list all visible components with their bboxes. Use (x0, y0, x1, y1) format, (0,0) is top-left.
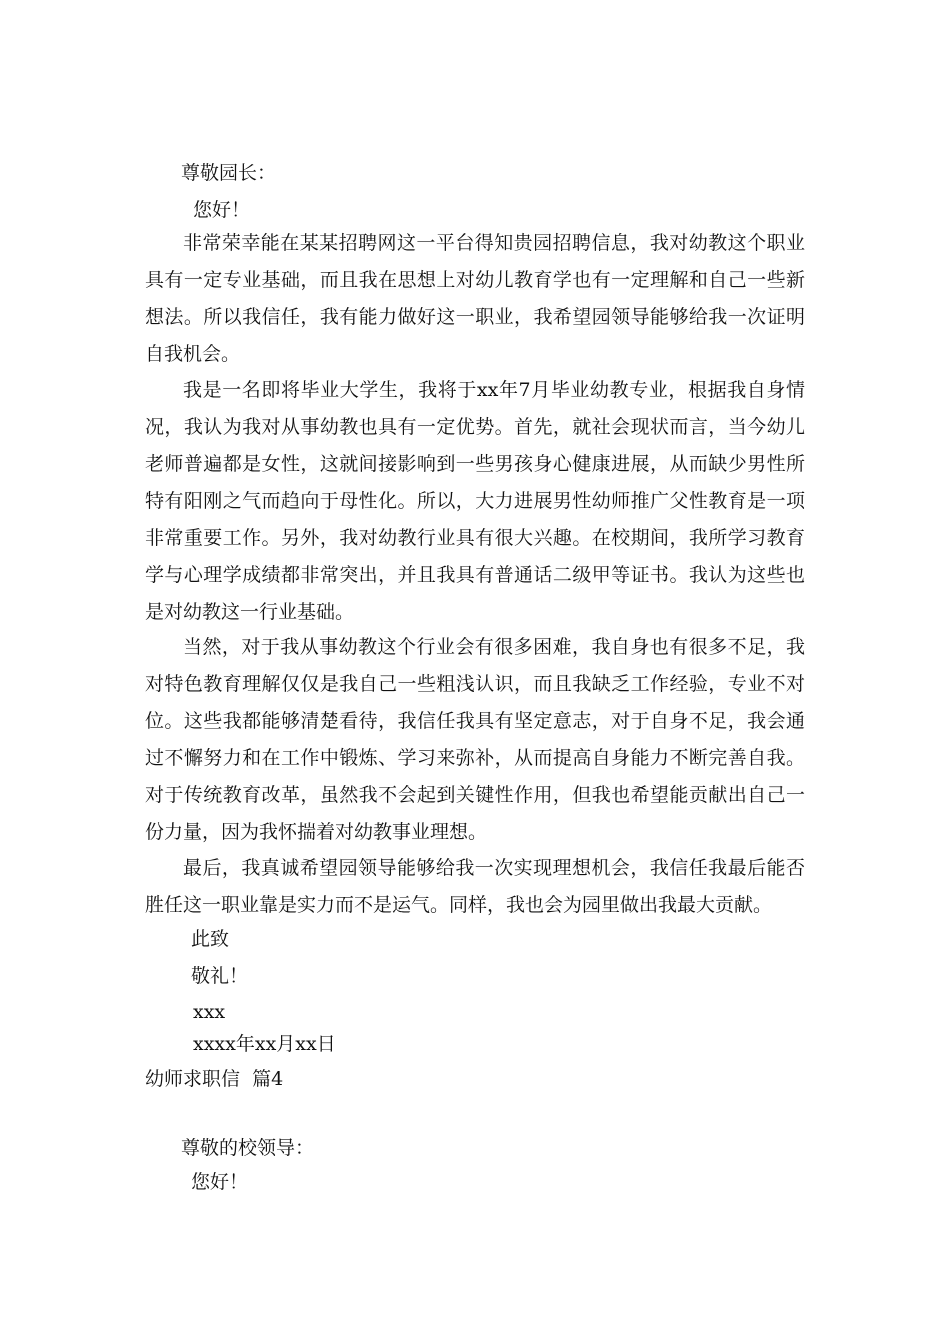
letter1-signature: xxx (193, 1001, 226, 1023)
letter1-paragraph-4: 最后，我真诚希望园领导能够给我一次实现理想机会，我信任我最后能否胜任这一职业靠是实力而不是运气。同样，我也会为园里做出我最大贡献。 (145, 857, 805, 916)
letter1-paragraph-3: 当然，对于我从事幼教这个行业会有很多困难，我自身也有很多不足，我对特色教育理解仅仅是我自己一些粗浅认识，而且我缺乏工作经验，专业不对位。这些我都能够清楚看待，我信任我具有坚定意志，对于自身不足，我会通过不懈努力和在工作中锻炼、学习来弥补，从而提高自身能力不断完善自我。对于传统教育改革，虽然我不会起到关键性作用，但我也希望能贡献出自己一份力量，因为我怀揣着对幼教事业理想。 (145, 636, 805, 843)
letter1-greeting: 您好！ (193, 199, 251, 221)
letter1-salutation: 尊敬园长： (181, 162, 277, 184)
letter1-date: xxxx年xx月xx日 (193, 1033, 336, 1055)
letter2-salutation: 尊敬的校领导： (181, 1137, 315, 1159)
letter1-closing: 此致 (191, 928, 230, 950)
letter1-paragraph-2: 我是一名即将毕业大学生，我将于xx年7月毕业幼教专业，根据我自身情况，我认为我对从事幼教也具有一定优势。首先，就社会现状而言，当今幼儿老师普遍都是女性，这就间接影响到一些男孩身心健康进展，从而缺少男性所特有阳刚之气而趋向于母性化。所以，大力进展男性幼师推广父性教育是一项非常重要工作。另外，我对幼教行业具有很大兴趣。在校期间，我所学习教育学与心理学成绩都非常突出，并且我具有普通话二级甲等证书。我认为这些也是对幼教这一行业基础。 (145, 379, 805, 623)
letter1-regards: 敬礼！ (191, 965, 249, 987)
letter2-greeting: 您好！ (191, 1171, 249, 1193)
letter1-paragraph-1: 非常荣幸能在某某招聘网这一平台得知贵园招聘信息，我对幼教这个职业具有一定专业基础，而且我在思想上对幼儿教育学也有一定理解和自己一些新想法。所以我信任，我有能力做好这一职业，我希望园领导能够给我一次证明自我机会。 (145, 232, 805, 365)
section-heading: 幼师求职信 篇4 (145, 1068, 284, 1090)
